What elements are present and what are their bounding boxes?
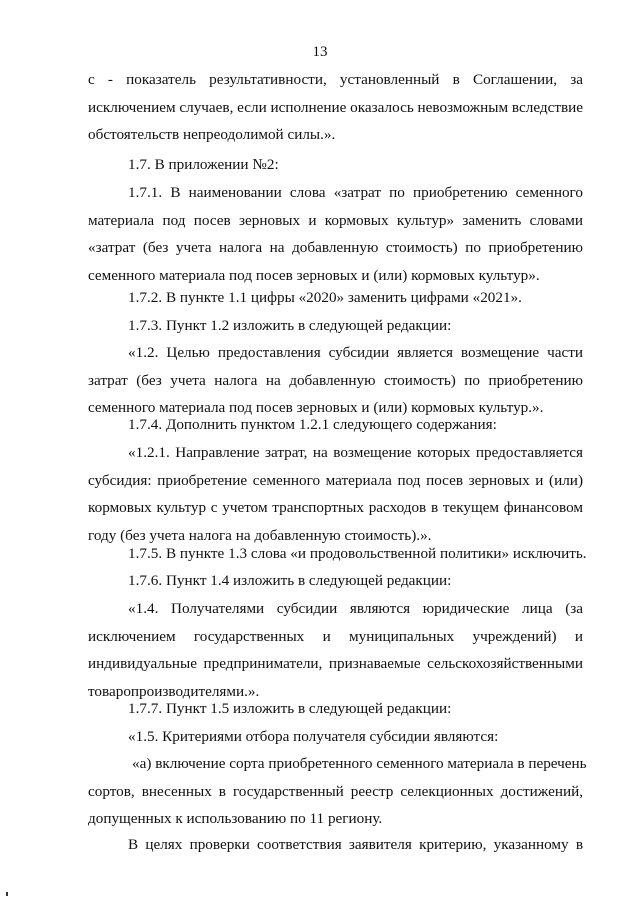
paragraph [88,284,583,312]
text-line: «1.4. Получателями субсидии являются юридические лица (за [128,600,583,617]
paragraph [88,831,583,859]
text-line: 1.7.5. В пункте 1.3 слова «и продовольственной политики» исключить. [128,545,587,562]
paragraph [88,312,583,340]
text-line: 1.7.2. В пункте 1.1 цифры «2020» заменить цифрами «2021». [128,289,522,306]
paragraph [88,179,583,289]
text-line: 1.7.4. Дополнить пунктом 1.2.1 следующего содержания: [128,416,497,433]
paragraph [88,723,583,751]
text-line: 1.7. В приложении №2: [128,156,279,173]
paragraph [88,411,583,439]
paragraph [88,151,583,179]
paragraph [88,439,583,549]
text-line: 1.7.7. Пункт 1.5 изложить в следующей редакции: [128,700,452,717]
text-line: семенного материала под посев зерновых и (или) кормовых культур». [88,266,540,284]
text-line: с - показатель результативности, установленный в Соглашении, за [88,71,583,88]
text-line: индивидуальные предприниматели, признаваемые сельскохозяйственными [88,655,583,672]
paragraph [88,750,587,833]
text-line: «1.5. Критериями отбора получателя субсидии являются: [128,728,499,745]
paragraph [88,339,583,422]
scan-mark [6,892,8,896]
text-line: затрат (без учета налога на добавленную стоимость) по приобретению [88,371,583,389]
text-line: исключением случаев, если исполнение оказалось невозможным вследствие [88,98,584,116]
text-line: материала под посев зерновых и кормовых культур» заменить словами [88,211,583,229]
text-line: допущенных к использованию по 11 региону. [88,810,383,827]
text-line: товаропроизводителями.». [88,682,260,700]
text-line: исключением государственных и муниципальных учреждений) и [88,627,583,645]
text-line: 1.7.6. Пункт 1.4 изложить в следующей редакции: [128,572,452,589]
text-line: кормовых культур с учетом транспортных расходов в текущем финансовом [88,499,583,516]
text-line: семенного материала под посев зерновых и (или) кормовых культур.». [88,399,544,416]
paragraph [88,567,583,595]
text-line: субсидия: приобретение семенного материала под посев зерновых и (или) [88,471,583,489]
text-line: «1.2.1. Направление затрат, на возмещение которых предоставляется [128,444,583,461]
text-line: году (без учета налога на добавленную стоимость).». [88,526,432,544]
paragraph [88,695,583,723]
text-line: «затрат (без учета налога на добавленную стоимость) по приобретению [88,239,583,256]
text-line: 1.7.1. В наименовании слова «затрат по приобретению семенного [128,184,583,201]
paragraph [88,595,583,705]
text-line: сортов, внесенных в государственный реестр селекционных достижений, [88,782,583,800]
paragraph [88,66,583,149]
text-line: «а) включение сорта приобретенного семенного материала в перечень [132,755,587,772]
text-line: «1.2. Целью предоставления субсидии является возмещение части [128,344,583,361]
text-line: обстоятельств непреодолимой силы.». [88,126,336,143]
page-number: 13 [312,44,328,60]
text-line: В целях проверки соответствия заявителя критерию, указанному в [128,836,583,853]
text-line: 1.7.3. Пункт 1.2 изложить в следующей редакции: [128,317,452,334]
paragraph [88,540,587,568]
